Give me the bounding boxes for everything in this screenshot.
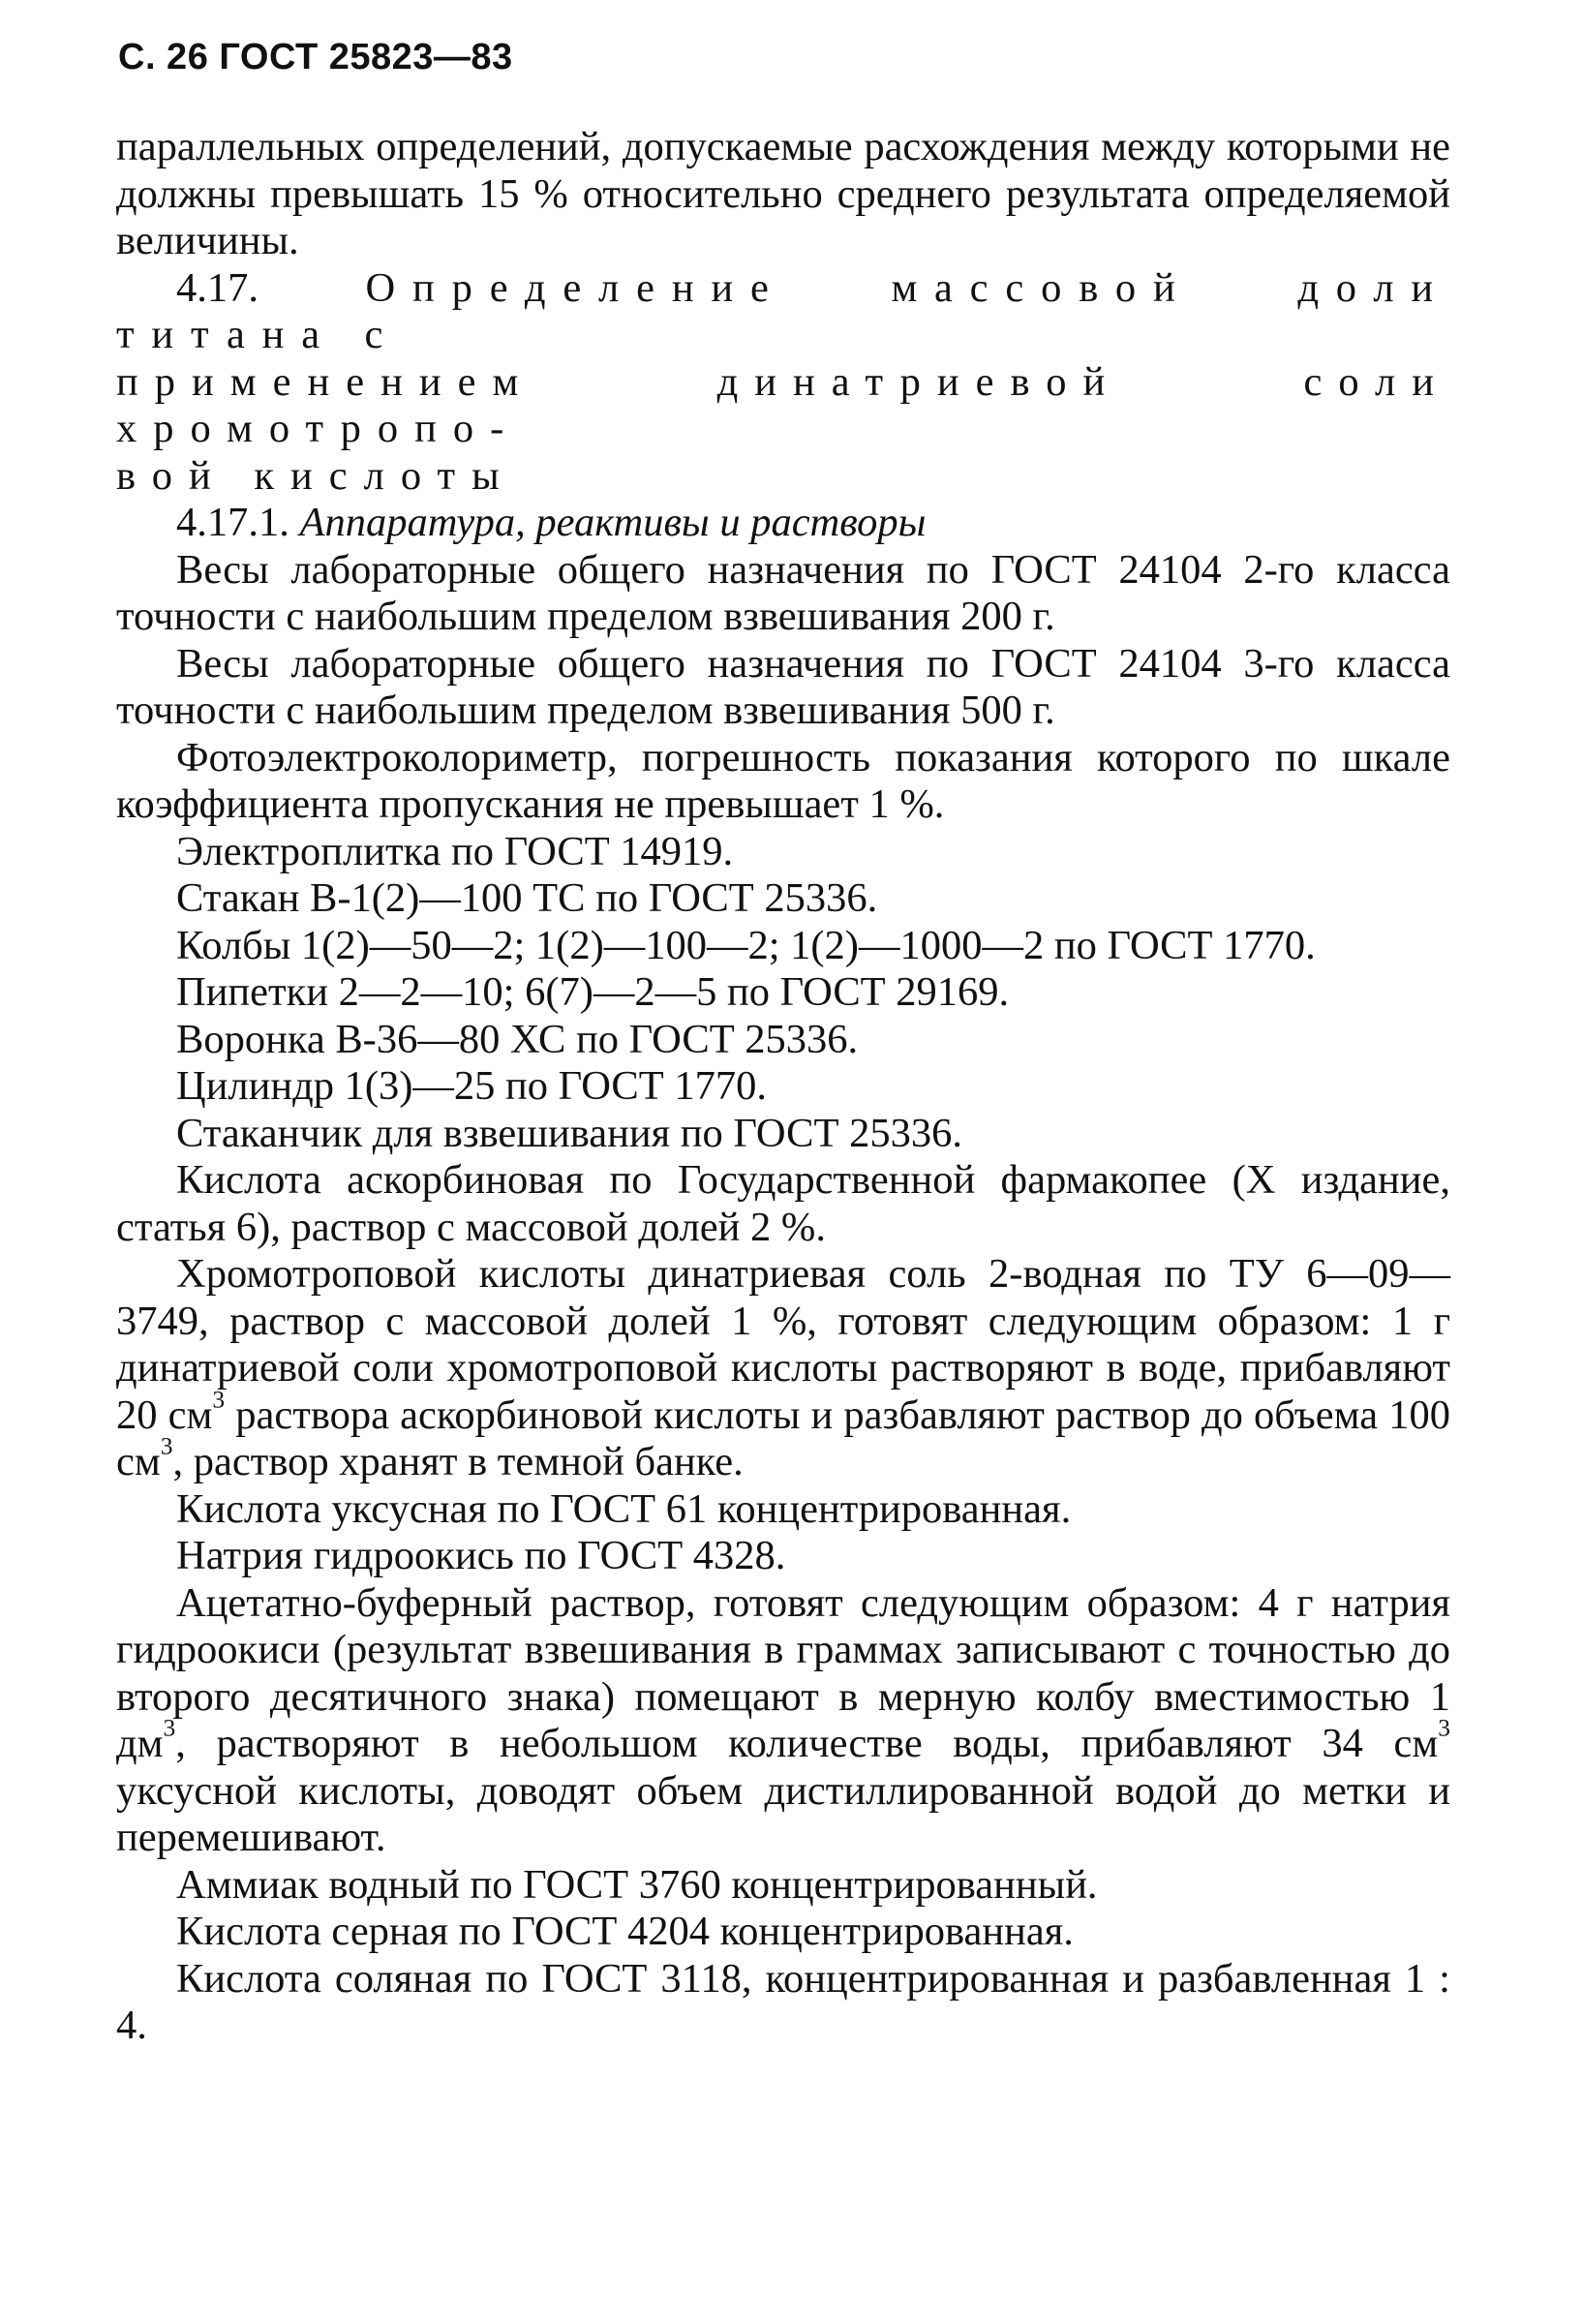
paragraph-scales-200: Весы лабораторные общего назначения по ГОСТ 24104 2-го класса точности с наибольшим пределом взвешивания 200 г. — [116, 546, 1450, 639]
section-title-line-3: вой кислоты — [116, 452, 516, 499]
paragraph-funnel: Воронка В-36—80 ХС по ГОСТ 25336. — [176, 1016, 859, 1062]
paragraph-photocolorimeter: Фотоэлектроколориметр, погрешность показания которого по шкале коэффициента пропускания не превышает 1 %. — [116, 734, 1450, 827]
paragraph-hotplate: Электроплитка по ГОСТ 14919. — [176, 828, 734, 874]
section-title-line-2: применением динатриевой соли хромотропо- — [116, 358, 1450, 451]
paragraph-beaker: Стакан В-1(2)—100 ТС по ГОСТ 25336. — [176, 875, 878, 921]
section-4-17-line-3-wrap — [116, 453, 1450, 501]
chromotropic-text-c: , раствор хранят в темной банке. — [172, 1439, 744, 1484]
chromotropic-text-b: раствора аскорбиновой кислоты и разбавляют раствор до объема 100 см — [116, 1391, 1450, 1484]
superscript-3: 3 — [212, 1384, 226, 1413]
chromotropic-text-a: Хромотроповой кислоты динатриевая соль 2-водная по ТУ 6—09—3749, раствор с массовой долей 1 %, готовят следующим образом: 1 г динатриевой соли хромотроповой кислоты растворяют в воде, прибавляют 20 см — [116, 1251, 1450, 1438]
paragraph-ascorbic-acid: Кислота аскорбиновая по Государственной фармакопее (X издание, статья 6), раствор с массовой долей 2 %. — [116, 1157, 1450, 1250]
subsection-heading-4-17-1 — [116, 500, 1450, 547]
superscript-3: 3 — [160, 1431, 173, 1460]
section-4-17-line-2-wrap — [116, 359, 1450, 453]
buffer-text-c: уксусной кислоты, доводят объем дистиллированной водой до метки и перемешивают. — [116, 1767, 1450, 1860]
paragraph-scales-500: Весы лабораторные общего назначения по ГОСТ 24104 3-го класса точности с наибольшим пределом взвешивания 500 г. — [116, 640, 1450, 733]
section-title-line-1: Определение массовой доли титана с — [116, 264, 1450, 357]
paragraph-cylinder: Цилиндр 1(3)—25 по ГОСТ 1770. — [176, 1063, 767, 1109]
paragraph-sodium-hydroxide: Натрия гидроокись по ГОСТ 4328. — [176, 1533, 786, 1578]
section-number: 4.17. — [176, 264, 259, 311]
paragraph-sulfuric-acid: Кислота серная по ГОСТ 4204 концентрированная. — [176, 1909, 1074, 1954]
superscript-3: 3 — [163, 1713, 176, 1742]
paragraph-acetic-acid: Кислота уксусная по ГОСТ 61 концентрированная. — [176, 1485, 1072, 1532]
paragraph-ammonia: Аммиак водный по ГОСТ 3760 концентрированный. — [176, 1861, 1098, 1908]
buffer-text-b: , растворяют в небольшом количестве воды, прибавляют 34 см — [175, 1721, 1439, 1766]
paragraph-chromotropic-acid — [116, 1251, 1450, 1486]
document-body — [116, 124, 1450, 2050]
buffer-text-a: Ацетатно-буферный раствор, готовят следующим образом: 4 г натрия гидроокиси (результат взвешивания в граммах записывают с точностью до второго десятичного знака) помещают в мерную колбу вместимостью 1 дм — [116, 1579, 1450, 1766]
superscript-3: 3 — [1438, 1713, 1450, 1742]
paragraph-weighing-bottle: Стаканчик для взвешивания по ГОСТ 25336. — [176, 1110, 962, 1156]
paragraph-hydrochloric-acid: Кислота соляная по ГОСТ 3118, концентрированная и разбавленная 1 : 4. — [116, 1955, 1450, 2048]
page-header: С. 26 ГОСТ 25823—83 — [118, 37, 513, 77]
paragraph-continuation: параллельных определений, допускаемые расхождения между которыми не должны превышать 15 % относительно среднего результата определяемой величины. — [116, 124, 1450, 263]
section-heading-4-17 — [116, 265, 1450, 359]
paragraph-flasks: Колбы 1(2)—50—2; 1(2)—100—2; 1(2)—1000—2 по ГОСТ 1770. — [176, 922, 1316, 968]
paragraph-pipettes: Пипетки 2—2—10; 6(7)—2—5 по ГОСТ 29169. — [176, 969, 1010, 1015]
subsection-title: Аппаратура, реактивы и растворы — [299, 500, 927, 545]
paragraph-acetate-buffer — [116, 1580, 1450, 1862]
subsection-number: 4.17.1. — [176, 500, 289, 545]
section-4-17-line-1 — [116, 265, 1450, 358]
